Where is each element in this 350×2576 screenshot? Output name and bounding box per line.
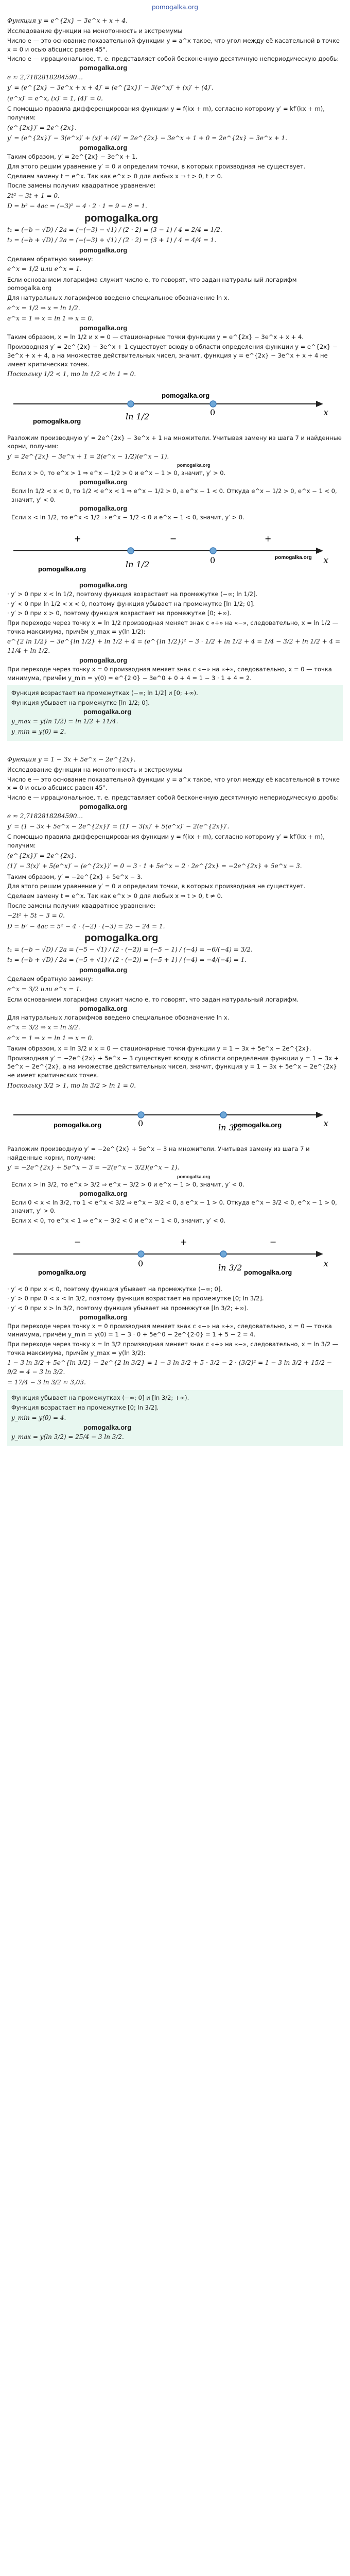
part1-line: Исследование функции на монотонность и экстремумы xyxy=(7,27,183,35)
part2-line: y′ = (1 − 3x + 5e^x − 2e^{2x})′ = (1)′ − 3(x)′ + 5(e^x)′ − 2(e^{2x})′. xyxy=(7,823,230,831)
watermark-text: pomogalka.org xyxy=(79,802,128,810)
watermark-text: pomogalka.org xyxy=(79,1189,128,1197)
answer-line: y_min = y(0) = 4. xyxy=(11,1414,66,1421)
number-line-signs-2 xyxy=(7,1231,343,1278)
answer-line: y_max = y(ln 1/2) = ln 1/2 + 11/4. xyxy=(11,717,118,725)
part1-line: y′ = 2e^{2x} − 3e^x + 1 = 2(e^x − 1/2)(e^x − 1). xyxy=(7,452,169,460)
answer-line: Функция убывает на промежутке [ln 1/2; 0]. xyxy=(11,699,150,707)
watermark-text: pomogalka.org xyxy=(79,965,128,974)
part1-line: Функция y = e^{2x} − 3e^x + x + 4. xyxy=(7,17,128,24)
part1-line: · y′ > 0 при x < ln 1/2, поэтому функция возрастает на промежутке (−∞; ln 1/2]. xyxy=(7,590,258,598)
part1-line: y′ = (e^{2x})′ − 3(e^x)′ + (x)′ + (4)′ = 2e^{2x} − 3e^x + 1 + 0 = 2e^{2x} − 3e^x + 1. xyxy=(7,134,287,142)
point-marker xyxy=(210,401,216,407)
part1-line: Разложим производную y′ = 2e^{2x} − 3e^x + 1 на множители. Учитывая замену из шага 7 и найденные корни, получим: xyxy=(7,434,342,450)
part2-line: e ≈ 2,7182818284590... xyxy=(7,812,83,820)
watermark-text: pomogalka.org xyxy=(162,391,210,399)
axis-arrow-icon xyxy=(316,1251,323,1257)
part1-line: t₁ = (−b − √D) / 2a = (−(−3) − √1) / (2 · 2) = (3 − 1) / 4 = 2/4 = 1/2. xyxy=(7,226,222,233)
site-header-link[interactable]: pomogalka.org xyxy=(152,4,198,11)
part2-line: Для натуральных логарифмов введено специальное обозначение ln x. xyxy=(7,1013,230,1021)
part1-line: Если x < ln 1/2, то e^x < 1/2 ⇒ e^x − 1/2 < 0 и e^x − 1 < 0, значит, y′ > 0. xyxy=(11,514,244,521)
part1-line: Для этого решим уравнение y′ = 0 и определим точки, в которых производная не существует. xyxy=(7,163,306,171)
axis-arrow-icon xyxy=(316,401,323,407)
sign-label: + xyxy=(74,533,81,544)
axis-arrow-icon xyxy=(316,1112,323,1118)
part2-line: С помощью правила дифференцирования функции y = f(kx + m), согласно которому y′ = kf′(kx + m), получим: xyxy=(7,833,325,850)
part1-line: При переходе через точку x = 0 производная меняет знак с «−» на «+», следовательно, x = 0 — точка минимума, причём y_min = y(0) = e^{2·0} − 3e^0 + 0 + 4 = 1 − 3 · 1 + 4 = 2. xyxy=(7,666,332,682)
part1-line: e^{2 ln 1/2} − 3e^{ln 1/2} + ln 1/2 + 4 = (e^{ln 1/2})² − 3 · 1/2 + ln 1/2 + 4 = 1/4 − 3/2 + ln 1/2 + 4 = 11/4 + ln 1/2. xyxy=(7,638,341,654)
part1-line: (e^{2x})′ = 2e^{2x}. xyxy=(7,124,77,131)
part1-section xyxy=(7,16,343,741)
sign-label: + xyxy=(180,1236,187,1247)
sign-label: + xyxy=(265,533,272,544)
watermark-text: pomogalka.org xyxy=(79,64,128,72)
watermark-text: pomogalka.org xyxy=(83,1423,132,1432)
part1-line: y′ = (e^{2x} − 3e^x + x + 4)′ = (e^{2x})′ − 3(e^x)′ + (x)′ + (4)′. xyxy=(7,84,214,92)
part2-line: Если x > ln 3/2, то e^x > 3/2 ⇒ e^x − 3/2 > 0 и e^x − 1 > 0, значит, y′ < 0. xyxy=(11,1180,244,1188)
part2-line: Сделаем замену t = e^x. Так как e^x > 0 для любых x ⇒ t > 0, t ≠ 0. xyxy=(7,892,223,900)
part2-line: Производная y′ = −2e^{2x} + 5e^x − 3 существует всюду в области определения функции y = 1 − 3x + 5e^x − 2e^{2x}, а на множестве действительных чисел, значит, функция y = 1 − 3x + 5e^x − 2e^{2x} не имеет критических точек. xyxy=(7,1054,339,1079)
part1-line: С помощью правила дифференцирования функции y = f(kx + m), согласно которому y′ = kf′(kx + m), получим: xyxy=(7,105,325,121)
point-marker xyxy=(128,401,134,407)
axis-label: x xyxy=(323,1118,329,1129)
number-line-svg xyxy=(7,385,343,427)
axis-label: x xyxy=(323,1258,329,1269)
watermark-text: pomogalka.org xyxy=(54,1121,102,1129)
part1-line: · y′ > 0 при x > 0, поэтому функция возрастает на промежутке [0; +∞). xyxy=(7,609,232,617)
part2-line: При переходе через точку x = 0 производная меняет знак с «−» на «+», следовательно, x = 0 — точка минимума, причём y_min = y(0) = 1 − 3 · 0 + 5e^0 − 2e^{2·0} = 1 + 5 − 2 = 4. xyxy=(7,1322,332,1338)
watermark-text: pomogalka.org xyxy=(79,246,128,254)
part1-line: Число e — иррациональное, т. е. представляет собой бесконечную десятичную непериодическую дробь: xyxy=(7,55,339,63)
part2-line: y′ = −2e^{2x} + 5e^x − 3 = −2(e^x − 3/2)(e^x − 1). xyxy=(7,1164,180,1172)
part1-line: D = b² − 4ac = (−3)² − 4 · 2 · 1 = 9 − 8 = 1. xyxy=(7,202,147,210)
part2-line: (1)′ − 3(x)′ + 5(e^x)′ − (e^{2x})′ = 0 − 3 · 1 + 5e^x − 2 · 2e^{2x} = −2e^{2x} + 5e^x − 3. xyxy=(7,862,302,870)
point-label: 0 xyxy=(138,1118,144,1129)
part1-line: e^x = 1/2 или e^x = 1. xyxy=(7,265,82,273)
watermark-text: pomogalka.org xyxy=(79,478,128,486)
point-label: ln 3/2 xyxy=(218,1262,242,1273)
number-line-stationary-points-2 xyxy=(7,1096,343,1138)
part1-line: (e^x)′ = e^x, (x)′ = 1, (4)′ = 0. xyxy=(7,94,103,102)
part1-line: Для натуральных логарифмов введено специальное обозначение ln x. xyxy=(7,294,230,302)
part2-line: e^x = 3/2 или e^x = 1. xyxy=(7,985,82,993)
axis-arrow-icon xyxy=(316,548,323,554)
point-label: 0 xyxy=(210,407,216,417)
watermark-text: pomogalka.org xyxy=(177,463,211,468)
sign-label: − xyxy=(270,1236,277,1247)
point-marker xyxy=(220,1112,226,1118)
watermark-text: pomogalka.org xyxy=(244,1268,292,1276)
part1-line: Таким образом, y′ = 2e^{2x} − 3e^x + 1. xyxy=(7,153,138,161)
answer-line: y_min = y(0) = 2. xyxy=(11,728,66,736)
part1-line: Сделаем замену t = e^x. Так как e^x > 0 для любых x ⇒ t > 0, t ≠ 0. xyxy=(7,172,223,180)
point-label: 0 xyxy=(210,555,216,565)
part1-line: · y′ < 0 при ln 1/2 < x < 0, поэтому функция убывает на промежутке [ln 1/2; 0]. xyxy=(7,600,255,607)
part1-line: t₂ = (−b + √D) / 2a = (−(−3) + √1) / (2 · 2) = (3 + 1) / 4 = 4/4 = 1. xyxy=(7,236,217,244)
point-label: ln 1/2 xyxy=(126,411,150,421)
point-label: ln 3/2 xyxy=(218,1123,242,1133)
answer-box xyxy=(7,685,343,740)
part2-line: · y′ < 0 при x < 0, поэтому функция убывает на промежутке (−∞; 0]. xyxy=(7,1285,222,1293)
part1-line: Если x > 0, то e^x > 1 ⇒ e^x − 1/2 > 0 и e^x − 1 > 0, значит, y′ > 0. xyxy=(11,469,226,477)
part1-line: Производная y′ = 2e^{2x} − 3e^x + 1 существует всюду в области определения функции y = e^{2x} − 3e^x + x + 4, а на множестве действительных чисел, значит, функция y = e^{2x} − 3e^x + x + 4 не имеет критических точек. xyxy=(7,343,338,368)
point-marker xyxy=(138,1251,144,1257)
part2-line: 1 − 3 ln 3/2 + 5e^{ln 3/2} − 2e^{2 ln 3/2} = 1 − 3 ln 3/2 + 5 · 3/2 − 2 · (3/2)² = 1 − 3 ln 3/2 + 15/2 − 9/2 = 4 − 3 ln 3/2. xyxy=(7,1359,332,1376)
part2-line: Функция y = 1 − 3x + 5e^x − 2e^{2x}. xyxy=(7,755,136,763)
watermark-text: pomogalka.org xyxy=(79,581,128,589)
point-label: ln 1/2 xyxy=(126,559,150,569)
part2-line: Сделаем обратную замену: xyxy=(7,975,93,982)
number-line-svg xyxy=(7,528,343,574)
watermark-text: pomogalka.org xyxy=(84,933,159,944)
sign-label: − xyxy=(170,533,177,544)
part2-line: · y′ > 0 при 0 < x < ln 3/2, поэтому функция возрастает на промежутке [0; ln 3/2]. xyxy=(7,1295,264,1302)
part1-line: При переходе через точку x = ln 1/2 производная меняет знак с «+» на «−», следовательно, x = ln 1/2 — точка максимума, причём y_max = y(ln 1/2): xyxy=(7,619,339,635)
watermark-text: pomogalka.org xyxy=(79,656,128,665)
part1-line: Если основанием логарифма служит число e, то говорят, что задан натуральный логарифм pomogalka.org xyxy=(7,276,297,292)
part2-line: Число e — это основание показательной функции y = a^x такое, что угол между её касательной в точке x = 0 и осью абсцисс равен 45°. xyxy=(7,775,340,792)
part2-line: Разложим производную y′ = −2e^{2x} + 5e^x − 3 на множители. Учитывая замену из шага 7 и найденные корни, получим: xyxy=(7,1145,310,1161)
part2-line: Число e — иррациональное, т. е. представляет собой бесконечную десятичную непериодическую дробь: xyxy=(7,794,339,801)
watermark-text: pomogalka.org xyxy=(177,1174,211,1179)
watermark-text: pomogalka.org xyxy=(83,707,132,716)
number-line-signs-1 xyxy=(7,528,343,574)
number-line-svg xyxy=(7,1096,343,1138)
part1-line: Таким образом, x = ln 1/2 и x = 0 — стационарные точки функции y = e^{2x} − 3e^x + x + 4. xyxy=(7,333,304,341)
part2-line: Таким образом, x = ln 3/2 и x = 0 — стационарные точки функции y = 1 − 3x + 5e^x − 2e^{2x}. xyxy=(7,1045,311,1053)
part2-line: D = b² − 4ac = 5² − 4 · (−2) · (−3) = 25 − 24 = 1. xyxy=(7,922,165,930)
answer-line: y_max = y(ln 3/2) = 25/4 − 3 ln 3/2. xyxy=(11,1433,124,1441)
watermark-text: pomogalka.org xyxy=(38,1268,86,1276)
answer-line: Функция возрастает на промежутках (−∞; ln 1/2] и [0; +∞). xyxy=(11,689,198,697)
part2-line: (e^{2x})′ = 2e^{2x}. xyxy=(7,852,77,859)
part1-line: e^x = 1 ⇒ x = ln 1 ⇒ x = 0. xyxy=(7,315,94,323)
part1-line: e^x = 1/2 ⇒ x = ln 1/2. xyxy=(7,304,80,312)
part2-line: Если 0 < x < ln 3/2, то 1 < e^x < 3/2 ⇒ e^x − 3/2 < 0, а e^x − 1 > 0. Откуда e^x − 3/2 < 0, e^x − 1 > 0, значит, y′ > 0. xyxy=(11,1198,337,1215)
part2-line: Поскольку 3/2 > 1, то ln 3/2 > ln 1 = 0. xyxy=(7,1081,136,1089)
point-label: 0 xyxy=(138,1258,144,1268)
answer-line: Функция возрастает на промежутке [0; ln 3/2]. xyxy=(11,1404,159,1412)
sign-label: − xyxy=(74,1236,81,1247)
watermark-text: pomogalka.org xyxy=(79,1313,128,1321)
part1-line: Сделаем обратную замену: xyxy=(7,255,93,263)
part2-line: Если основанием логарифма служит число e, то говорят, что задан натуральный логарифм. xyxy=(7,995,299,1003)
part2-line: −2t² + 5t − 3 = 0. xyxy=(7,912,65,920)
part1-line: Поскольку 1/2 < 1, то ln 1/2 < ln 1 = 0. xyxy=(7,370,136,378)
part2-line: При переходе через точку x = ln 3/2 производная меняет знак с «+» на «−», следовательно, x = ln 3/2 — точка максимума, причём y_max = y(ln 3/2): xyxy=(7,1340,339,1357)
part2-line: e^x = 3/2 ⇒ x = ln 3/2. xyxy=(7,1024,80,1031)
part1-line: e ≈ 2,7182818284590... xyxy=(7,74,83,81)
part2-section xyxy=(7,755,343,1446)
part1-line: Если ln 1/2 < x < 0, то 1/2 < e^x < 1 ⇒ e^x − 1/2 > 0, а e^x − 1 < 0. Откуда e^x − 1/2 > 0, e^x − 1 < 0, значит, y′ < 0. xyxy=(11,487,337,503)
watermark-text: pomogalka.org xyxy=(38,565,86,573)
point-marker xyxy=(210,548,216,554)
part2-line: Таким образом, y′ = −2e^{2x} + 5e^x − 3. xyxy=(7,873,143,880)
watermark-text: pomogalka.org xyxy=(79,504,128,513)
watermark-text: pomogalka.org xyxy=(33,417,81,425)
part2-line: Для этого решим уравнение y′ = 0 и определим точки, в которых производная не существует. xyxy=(7,883,306,890)
axis-label: x xyxy=(323,406,329,418)
point-marker xyxy=(128,548,134,554)
watermark-text: pomogalka.org xyxy=(79,144,128,152)
part1-line: Число e — это основание показательной функции y = a^x такое, что угол между её касательной в точке x = 0 и осью абсцисс равен 45°. xyxy=(7,37,340,53)
watermark-text: pomogalka.org xyxy=(234,1121,282,1129)
part2-line: После замены получим квадратное уравнение: xyxy=(7,902,156,909)
number-line-svg xyxy=(7,1231,343,1278)
part1-line: 2t² − 3t + 1 = 0. xyxy=(7,192,60,200)
watermark-text: pomogalka.org xyxy=(84,212,159,224)
watermark-text: pomogalka.org xyxy=(79,1004,128,1012)
number-line-stationary-points-1 xyxy=(7,385,343,427)
part2-line: Исследование функции на монотонность и экстремумы xyxy=(7,766,183,773)
watermark-text: pomogalka.org xyxy=(275,554,312,561)
part2-line: e^x = 1 ⇒ x = ln 1 ⇒ x = 0. xyxy=(7,1034,94,1042)
watermark-text: pomogalka.org xyxy=(79,324,128,332)
axis-label: x xyxy=(323,554,329,566)
point-marker xyxy=(220,1251,226,1257)
answer-box xyxy=(7,1390,343,1446)
point-marker xyxy=(138,1112,144,1118)
part1-line: После замены получим квадратное уравнение: xyxy=(7,182,156,190)
answer-line: Функция убывает на промежутках (−∞; 0] и [ln 3/2; +∞). xyxy=(11,1394,189,1402)
part2-line: = 17/4 − 3 ln 3/2 ≈ 3,03. xyxy=(7,1379,86,1386)
part2-line: t₁ = (−b − √D) / 2a = (−5 − √1) / (2 · (−2)) = (−5 − 1) / (−4) = −6/(−4) = 3/2. xyxy=(7,946,253,954)
part2-line: · y′ < 0 при x > ln 3/2, поэтому функция убывает на промежутке [ln 3/2; +∞). xyxy=(7,1304,249,1312)
part2-line: t₂ = (−b + √D) / 2a = (−5 + √1) / (2 · (−2)) = (−5 + 1) / (−4) = −4/(−4) = 1. xyxy=(7,956,247,964)
part2-line: Если x < 0, то e^x < 1 ⇒ e^x − 3/2 < 0 и e^x − 1 < 0, значит, y′ < 0. xyxy=(11,1216,226,1224)
